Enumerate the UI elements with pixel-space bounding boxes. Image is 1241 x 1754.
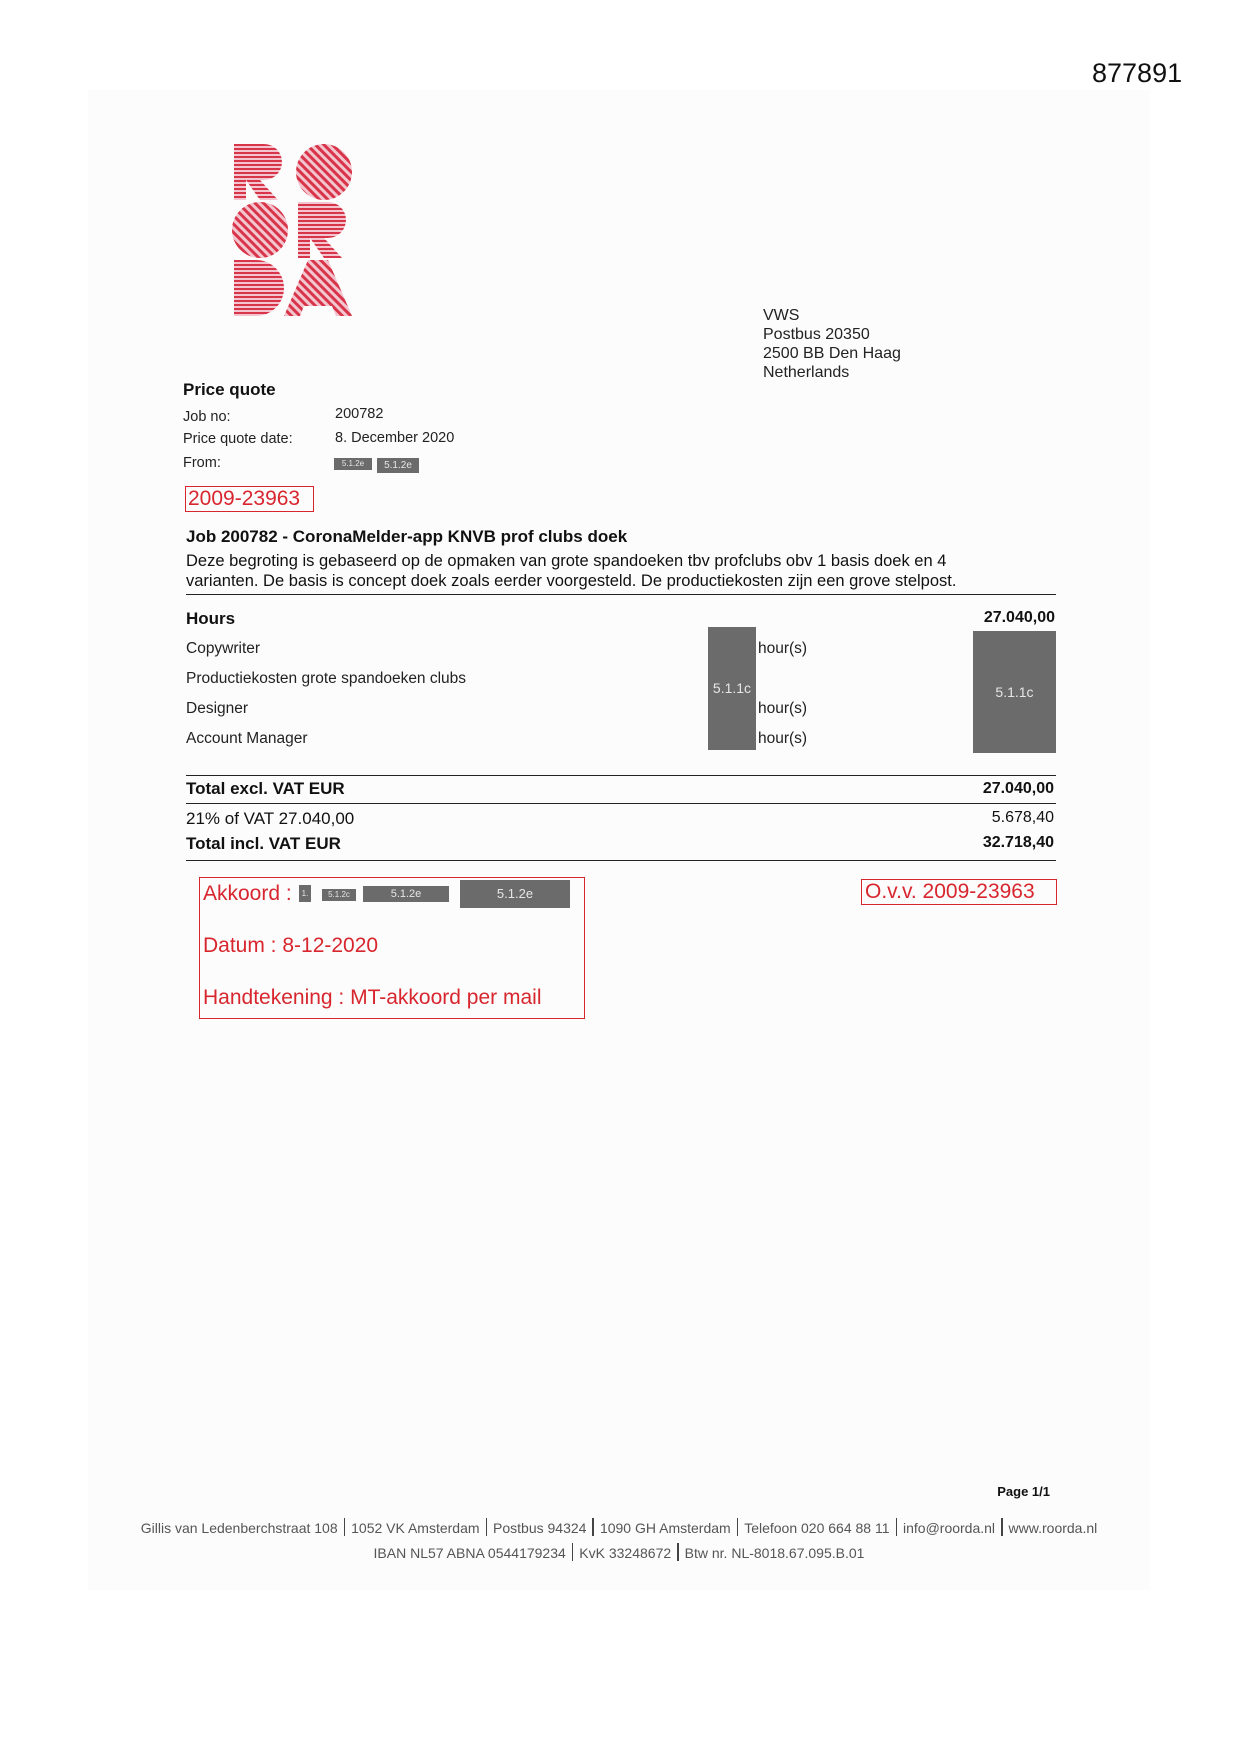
redaction-block: 5.1.2e xyxy=(363,886,449,902)
footer-item: Postbus 94324 xyxy=(493,1520,587,1536)
footer-item: Btw nr. NL-8018.67.095.B.01 xyxy=(684,1545,865,1561)
line-item-unit: hour(s) xyxy=(758,700,808,717)
line-item-unit: hour(s) xyxy=(758,730,808,747)
divider xyxy=(186,860,1056,861)
footer-line-1 xyxy=(88,1518,1150,1536)
footer-separator xyxy=(1001,1518,1003,1536)
divider xyxy=(186,803,1056,804)
redaction-block: 5.1.2e xyxy=(334,458,372,470)
hours-total: 27.040,00 xyxy=(983,609,1055,626)
document-title: Price quote xyxy=(183,380,276,399)
address-line: 2500 BB Den Haag xyxy=(763,345,901,362)
total-excl-label: Total excl. VAT EUR xyxy=(186,779,345,798)
footer-separator xyxy=(896,1518,898,1536)
footer-separator xyxy=(737,1518,739,1536)
document-number: 877891 xyxy=(1092,58,1183,88)
footer-separator xyxy=(677,1543,679,1561)
total-incl-value: 32.718,40 xyxy=(982,834,1054,851)
line-item-label: Account Manager xyxy=(186,730,308,747)
roorda-logo xyxy=(228,140,356,323)
amount-redaction: 5.1.1c xyxy=(973,631,1056,753)
address-line: Postbus 20350 xyxy=(763,326,870,343)
akkoord-label: Akkoord : xyxy=(203,882,292,905)
footer-website[interactable]: www.roorda.nl xyxy=(1008,1520,1098,1536)
line-item-label: Designer xyxy=(186,700,249,717)
vat-label: 21% of VAT 27.040,00 xyxy=(186,809,355,828)
footer-item: 1052 VK Amsterdam xyxy=(351,1520,480,1536)
job-title: Job 200782 - CoronaMelder-app KNVB prof clubs doek xyxy=(186,527,628,546)
line-item-unit: hour(s) xyxy=(758,640,808,657)
redaction-block: 5.1.2e xyxy=(460,880,570,908)
handtekening-text: Handtekening : MT-akkoord per mail xyxy=(203,986,542,1009)
quote-date-value: 8. December 2020 xyxy=(335,430,455,446)
description-line: varianten. De basis is concept doek zoals eerder voorgesteld. De productiekosten zijn een grove stelpost. xyxy=(186,572,957,590)
from-label: From: xyxy=(183,455,221,471)
divider xyxy=(186,594,1056,595)
divider xyxy=(186,775,1056,776)
footer-item: IBAN NL57 ABNA 0544179234 xyxy=(373,1545,566,1561)
footer-item: KvK 33248672 xyxy=(579,1545,672,1561)
quantity-redaction: 5.1.1c xyxy=(708,627,756,750)
vat-value: 5.678,40 xyxy=(991,809,1054,826)
job-no-value: 200782 xyxy=(335,406,384,422)
footer-separator xyxy=(344,1518,346,1536)
footer-separator xyxy=(592,1518,594,1536)
footer-item: Telefoon 020 664 88 11 xyxy=(744,1520,890,1536)
page-number: Page 1/1 xyxy=(997,1484,1050,1499)
quote-date-label: Price quote date: xyxy=(183,431,293,447)
footer-email[interactable]: info@roorda.nl xyxy=(903,1520,996,1536)
datum-text: Datum : 8-12-2020 xyxy=(203,934,379,957)
reference-stamp: 2009-23963 xyxy=(185,486,314,512)
footer-separator xyxy=(486,1518,488,1536)
footer-line-2 xyxy=(88,1543,1150,1561)
footer-item: Gillis van Ledenberchstraat 108 xyxy=(140,1520,338,1536)
recipient-address xyxy=(763,306,901,382)
ovv-stamp: O.v.v. 2009-23963 xyxy=(861,879,1057,905)
redaction-block: 1. xyxy=(299,885,311,902)
address-line: VWS xyxy=(763,307,800,324)
redaction-block: 5.1.2c xyxy=(322,889,356,901)
hours-heading: Hours xyxy=(186,609,236,628)
footer-item: 1090 GH Amsterdam xyxy=(599,1520,731,1536)
total-incl-label: Total incl. VAT EUR xyxy=(186,834,341,853)
redaction-block: 5.1.2e xyxy=(377,458,419,473)
total-excl-value: 27.040,00 xyxy=(982,780,1054,797)
address-line: Netherlands xyxy=(763,364,850,381)
line-item-label: Copywriter xyxy=(186,640,261,657)
footer-separator xyxy=(572,1543,574,1561)
description-line: Deze begroting is gebaseerd op de opmaken van grote spandoeken tbv profclubs obv 1 basis doek en 4 xyxy=(186,552,947,570)
line-item-label: Productiekosten grote spandoeken clubs xyxy=(186,670,467,687)
job-description xyxy=(186,551,1056,591)
job-no-label: Job no: xyxy=(183,409,231,425)
